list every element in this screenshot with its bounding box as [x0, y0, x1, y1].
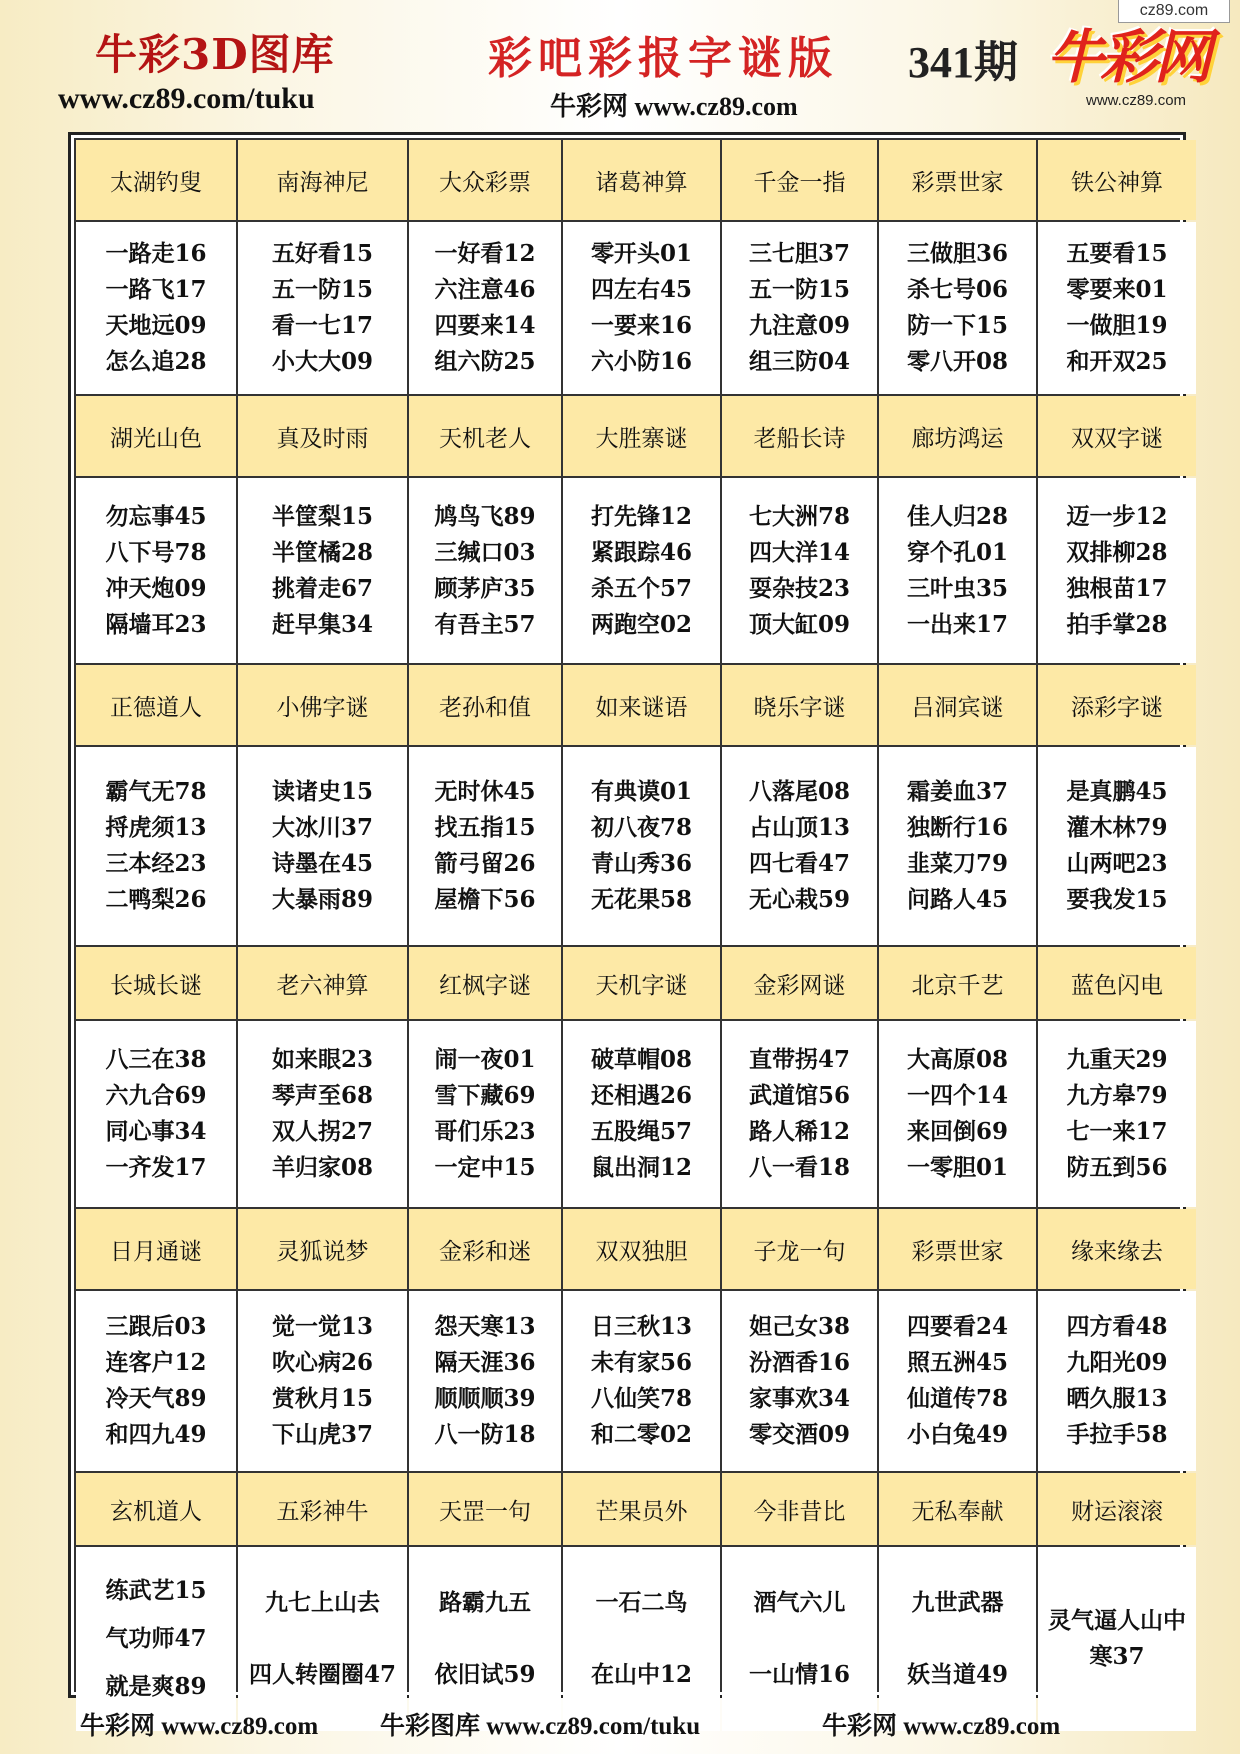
puzzle-line: 三七胆37 — [748, 240, 850, 267]
puzzle-line: 耍杂技23 — [748, 574, 850, 602]
puzzle-line: 无花果58 — [590, 886, 692, 913]
puzzle-cell — [409, 222, 561, 394]
puzzle-line: 半筐梨15 — [271, 502, 373, 530]
puzzle-line: 迈一步12 — [1066, 502, 1168, 530]
puzzle-line: 闹一夜01 — [434, 1046, 536, 1073]
puzzle-line: 九阳光09 — [1066, 1349, 1168, 1376]
site-url[interactable]: 牛彩网 www.cz89.com — [550, 92, 798, 121]
puzzle-line: 青山秀36 — [590, 850, 692, 877]
puzzle-cell — [1038, 222, 1196, 394]
puzzle-line: 顾茅庐35 — [434, 574, 536, 602]
puzzle-line: 觉一觉13 — [271, 1313, 373, 1340]
puzzle-line: 大冰川37 — [271, 814, 373, 841]
puzzle-line: 鸠鸟飞89 — [434, 502, 536, 530]
puzzle-line: 家事欢34 — [748, 1385, 850, 1412]
puzzle-line: 赏秋月15 — [271, 1385, 373, 1412]
puzzle-line: 妖当道49 — [906, 1661, 1008, 1688]
puzzle-cell — [1038, 747, 1196, 945]
column-author-name: 小佛字谜 — [238, 665, 407, 745]
column-author-name: 千金一指 — [722, 140, 877, 220]
puzzle-line: 初八夜78 — [590, 814, 692, 841]
footer-link-left[interactable]: 牛彩网 www.cz89.com — [80, 1713, 319, 1740]
puzzle-line: 有吾主57 — [434, 610, 536, 638]
column-author-name: 添彩字谜 — [1038, 665, 1196, 745]
column-author-name: 湖光山色 — [76, 396, 236, 476]
puzzle-line: 独根苗17 — [1066, 574, 1168, 602]
puzzle-cell — [409, 1021, 561, 1207]
column-author-name: 晓乐字谜 — [722, 665, 877, 745]
puzzle-line: 一好看12 — [434, 240, 536, 267]
puzzle-cell — [563, 1021, 720, 1207]
column-author-name: 天机老人 — [409, 396, 561, 476]
puzzle-line: 五股绳57 — [590, 1118, 692, 1145]
column-author-name: 红枫字谜 — [409, 947, 561, 1019]
puzzle-line: 三本经23 — [105, 850, 207, 877]
site-title: 牛彩3D图库 — [95, 30, 335, 79]
puzzle-line: 三缄口03 — [434, 538, 536, 566]
puzzle-cell — [238, 747, 407, 945]
puzzle-line: 读诸史15 — [271, 778, 373, 805]
puzzle-line: 就是爽89 — [105, 1673, 207, 1700]
puzzle-line: 隔墙耳23 — [105, 610, 207, 638]
puzzle-line: 仙道传78 — [906, 1385, 1008, 1412]
column-author-name: 太湖钓叟 — [76, 140, 236, 220]
puzzle-cell — [238, 478, 407, 663]
puzzle-line: 杀七号06 — [906, 276, 1008, 303]
column-author-name: 长城长谜 — [76, 947, 236, 1019]
column-author-name: 北京千艺 — [879, 947, 1036, 1019]
tuku-url[interactable]: www.cz89.com/tuku — [58, 82, 315, 115]
column-author-name: 铁公神算 — [1038, 140, 1196, 220]
puzzle-line: 怨天寒13 — [434, 1313, 536, 1340]
puzzle-line: 一要来16 — [590, 312, 692, 339]
puzzle-line: 一四个14 — [906, 1082, 1008, 1109]
puzzle-line: 五好看15 — [271, 240, 373, 267]
puzzle-line: 小白兔49 — [906, 1421, 1008, 1448]
puzzle-cell — [563, 747, 720, 945]
puzzle-line: 冷天气89 — [105, 1385, 207, 1412]
puzzle-cell — [76, 1547, 236, 1731]
puzzle-line: 勿忘事45 — [105, 502, 207, 530]
puzzle-line: 打先锋12 — [590, 502, 692, 530]
puzzle-cell — [409, 1547, 561, 1731]
column-author-name: 天机字谜 — [563, 947, 720, 1019]
puzzle-line: 赶早集34 — [271, 610, 373, 638]
puzzle-line: 五一防15 — [271, 276, 373, 303]
puzzle-line: 练武艺15 — [105, 1577, 207, 1604]
edition-title: 彩吧彩报字谜版 — [488, 33, 838, 84]
puzzle-line: 有典谟01 — [590, 778, 692, 805]
puzzle-line: 防一下15 — [906, 312, 1008, 339]
puzzle-cell — [409, 478, 561, 663]
puzzle-line: 独断行16 — [906, 814, 1008, 841]
puzzle-cell — [879, 747, 1036, 945]
puzzle-line: 霜姜血37 — [906, 778, 1008, 805]
puzzle-line: 灌木林79 — [1066, 814, 1168, 841]
puzzle-line: 妲己女38 — [748, 1313, 850, 1340]
puzzle-line: 如来眼23 — [271, 1046, 373, 1073]
puzzle-line: 要我发15 — [1066, 886, 1168, 913]
puzzle-line: 依旧试59 — [434, 1661, 536, 1688]
puzzle-line: 三叶虫35 — [906, 574, 1008, 602]
puzzle-cell — [238, 1291, 407, 1471]
puzzle-cell — [76, 1021, 236, 1207]
puzzle-cell — [722, 478, 877, 663]
puzzle-line: 挑着走67 — [271, 574, 373, 602]
puzzle-line: 在山中12 — [590, 1661, 692, 1688]
puzzle-line: 佳人归28 — [906, 502, 1008, 530]
puzzle-table — [68, 132, 1186, 1698]
puzzle-line: 组六防25 — [434, 348, 536, 375]
puzzle-line: 隔天涯36 — [434, 1349, 536, 1376]
puzzle-line: 大高原08 — [906, 1046, 1008, 1073]
column-author-name: 玄机道人 — [76, 1473, 236, 1545]
puzzle-line: 屋檐下56 — [434, 886, 536, 913]
footer-link-middle[interactable]: 牛彩图库 www.cz89.com/tuku — [380, 1713, 701, 1740]
column-author-name: 今非昔比 — [722, 1473, 877, 1545]
puzzle-line: 日三秋13 — [590, 1313, 692, 1340]
puzzle-line: 零八开08 — [906, 348, 1008, 375]
puzzle-line: 和四九49 — [105, 1421, 207, 1448]
puzzle-line: 六注意46 — [434, 276, 536, 303]
puzzle-line: 零开头01 — [590, 240, 692, 267]
puzzle-cell — [879, 1291, 1036, 1471]
puzzle-line: 是真鹏45 — [1066, 778, 1168, 805]
puzzle-line: 紧跟踪46 — [590, 538, 692, 566]
puzzle-cell — [76, 1291, 236, 1471]
puzzle-line: 一零胆01 — [906, 1154, 1008, 1181]
puzzle-line: 六小防16 — [590, 348, 692, 375]
puzzle-line: 八仙笑78 — [590, 1385, 692, 1412]
puzzle-line: 防五到56 — [1066, 1154, 1168, 1181]
puzzle-cell — [879, 222, 1036, 394]
puzzle-line: 顺顺顺39 — [434, 1385, 536, 1412]
puzzle-line: 八三在38 — [105, 1046, 207, 1073]
puzzle-line: 琴声至68 — [271, 1082, 373, 1109]
puzzle-line: 大暴雨89 — [271, 886, 373, 913]
column-author-name: 财运滚滚 — [1038, 1473, 1196, 1545]
puzzle-line: 破草帽08 — [590, 1046, 692, 1073]
puzzle-line: 来回倒69 — [906, 1118, 1008, 1145]
puzzle-line: 韭菜刀79 — [906, 850, 1008, 877]
puzzle-line: 四左右45 — [590, 276, 692, 303]
puzzle-line: 直带拐47 — [748, 1046, 850, 1073]
puzzle-line: 一石二鸟 — [595, 1589, 688, 1616]
puzzle-line: 寒37 — [1089, 1643, 1145, 1670]
puzzle-line: 穿个孔01 — [906, 538, 1008, 566]
column-author-name: 正德道人 — [76, 665, 236, 745]
puzzle-line: 一路走16 — [105, 240, 207, 267]
puzzle-line: 和开双25 — [1066, 348, 1168, 375]
puzzle-cell — [563, 222, 720, 394]
puzzle-cell — [76, 747, 236, 945]
puzzle-line: 四人转圈圈47 — [248, 1661, 396, 1688]
puzzle-line: 零交酒09 — [748, 1421, 850, 1448]
puzzle-line: 照五洲45 — [906, 1349, 1008, 1376]
column-author-name: 金彩和迷 — [409, 1209, 561, 1289]
puzzle-cell — [409, 747, 561, 945]
footer-link-right[interactable]: 牛彩网 www.cz89.com — [822, 1713, 1061, 1740]
puzzle-cell — [238, 1021, 407, 1207]
puzzle-line: 灵气逼人山中 — [1048, 1607, 1186, 1634]
puzzle-cell — [1038, 1291, 1196, 1471]
column-author-name: 南海神尼 — [238, 140, 407, 220]
column-author-name: 廊坊鸿运 — [879, 396, 1036, 476]
puzzle-line: 霸气无78 — [105, 778, 207, 805]
puzzle-line: 汾酒香16 — [748, 1349, 850, 1376]
column-author-name: 老六神算 — [238, 947, 407, 1019]
puzzle-line: 双人拐27 — [271, 1118, 373, 1145]
column-author-name: 子龙一句 — [722, 1209, 877, 1289]
puzzle-line: 下山虎37 — [271, 1421, 373, 1448]
puzzle-cell — [879, 1021, 1036, 1207]
column-author-name: 双双字谜 — [1038, 396, 1196, 476]
column-author-name: 缘来缘去 — [1038, 1209, 1196, 1289]
puzzle-line: 晒久服13 — [1066, 1385, 1168, 1412]
puzzle-line: 五一防15 — [748, 276, 850, 303]
puzzle-line: 半筐橘28 — [271, 538, 373, 566]
column-author-name: 双双独胆 — [563, 1209, 720, 1289]
puzzle-line: 诗墨在45 — [271, 850, 373, 877]
puzzle-line: 一路飞17 — [105, 276, 207, 303]
logo-text: 牛彩网 — [1046, 23, 1209, 91]
puzzle-line: 四方看48 — [1066, 1313, 1168, 1340]
brand-logo — [1046, 22, 1216, 114]
puzzle-cell — [722, 747, 877, 945]
puzzle-line: 五要看15 — [1066, 240, 1168, 267]
puzzle-cell — [1038, 1547, 1196, 1731]
puzzle-line: 组三防04 — [748, 348, 850, 375]
puzzle-line: 同心事34 — [105, 1118, 207, 1145]
puzzle-cell — [1038, 478, 1196, 663]
column-author-name: 日月通谜 — [76, 1209, 236, 1289]
puzzle-line: 天地远09 — [105, 312, 207, 339]
puzzle-line: 武道馆56 — [748, 1082, 850, 1109]
puzzle-line: 四大洋14 — [748, 538, 850, 566]
puzzle-line: 九七上山去 — [265, 1589, 380, 1616]
column-author-name: 老孙和值 — [409, 665, 561, 745]
puzzle-line: 顶大缸09 — [748, 610, 850, 638]
puzzle-cell — [76, 222, 236, 394]
puzzle-cell — [563, 478, 720, 663]
puzzle-line: 未有家56 — [590, 1349, 692, 1376]
puzzle-cell — [76, 478, 236, 663]
puzzle-line: 九世武器 — [911, 1589, 1004, 1616]
column-author-name: 老船长诗 — [722, 396, 877, 476]
column-author-name: 彩票世家 — [879, 140, 1036, 220]
puzzle-line: 山两吧23 — [1066, 850, 1168, 877]
puzzle-line: 吹心病26 — [271, 1349, 373, 1376]
column-author-name: 灵狐说梦 — [238, 1209, 407, 1289]
puzzle-cell — [563, 1547, 720, 1731]
top-right-url[interactable]: cz89.com — [1118, 0, 1230, 23]
puzzle-line: 怎么追28 — [105, 348, 207, 375]
puzzle-line: 八下号78 — [105, 538, 207, 566]
puzzle-line: 杀五个57 — [590, 574, 692, 602]
puzzle-line: 路人稀12 — [748, 1118, 850, 1145]
column-author-name: 五彩神牛 — [238, 1473, 407, 1545]
puzzle-line: 气功师47 — [105, 1625, 207, 1652]
puzzle-line: 九注意09 — [748, 312, 850, 339]
puzzle-cell — [722, 1547, 877, 1731]
puzzle-line: 占山顶13 — [748, 814, 850, 841]
puzzle-line: 一齐发17 — [105, 1154, 207, 1181]
puzzle-line: 七大洲78 — [748, 502, 850, 530]
column-author-name: 吕洞宾谜 — [879, 665, 1036, 745]
puzzle-line: 无时休45 — [434, 778, 536, 805]
puzzle-line: 一出来17 — [906, 610, 1008, 638]
puzzle-line: 雪下藏69 — [434, 1082, 536, 1109]
puzzle-line: 八一看18 — [748, 1154, 850, 1181]
puzzle-line: 找五指15 — [434, 814, 536, 841]
puzzle-line: 八落尾08 — [748, 778, 850, 805]
puzzle-line: 九方皋79 — [1066, 1082, 1168, 1109]
puzzle-cell — [238, 1547, 407, 1731]
puzzle-line: 羊归家08 — [271, 1154, 373, 1181]
puzzle-line: 冲天炮09 — [105, 574, 207, 602]
puzzle-grid — [74, 138, 1186, 1700]
puzzle-line: 小大大09 — [271, 348, 373, 375]
puzzle-line: 四要看24 — [906, 1313, 1008, 1340]
puzzle-line: 和二零02 — [590, 1421, 692, 1448]
puzzle-line: 七一来17 — [1066, 1118, 1168, 1145]
column-author-name: 如来谜语 — [563, 665, 720, 745]
puzzle-line: 问路人45 — [906, 886, 1008, 913]
puzzle-cell — [722, 1291, 877, 1471]
column-author-name: 无私奉献 — [879, 1473, 1036, 1545]
puzzle-line: 三跟后03 — [105, 1313, 207, 1340]
puzzle-cell — [409, 1291, 561, 1471]
puzzle-line: 二鸭梨26 — [105, 886, 207, 913]
puzzle-line: 四七看47 — [748, 850, 850, 877]
logo-url: www.cz89.com — [1086, 92, 1187, 109]
issue-number: 341期 — [908, 38, 1018, 87]
puzzle-cell — [563, 1291, 720, 1471]
puzzle-line: 一定中15 — [434, 1154, 536, 1181]
puzzle-line: 一山情16 — [748, 1661, 850, 1688]
puzzle-line: 零要来01 — [1066, 276, 1168, 303]
puzzle-line: 捋虎须13 — [105, 814, 207, 841]
puzzle-line: 九重天29 — [1066, 1046, 1168, 1073]
column-author-name: 彩票世家 — [879, 1209, 1036, 1289]
column-author-name: 蓝色闪电 — [1038, 947, 1196, 1019]
puzzle-line: 八一防18 — [434, 1421, 536, 1448]
puzzle-line: 看一七17 — [271, 312, 373, 339]
puzzle-cell — [238, 222, 407, 394]
puzzle-line: 路霸九五 — [439, 1589, 531, 1616]
puzzle-cell — [722, 222, 877, 394]
puzzle-line: 还相遇26 — [590, 1082, 692, 1109]
puzzle-line: 双排柳28 — [1066, 538, 1168, 566]
puzzle-line: 三做胆36 — [906, 240, 1008, 267]
puzzle-line: 箭弓留26 — [434, 850, 536, 877]
puzzle-line: 四要来14 — [434, 312, 536, 339]
puzzle-line: 无心栽59 — [748, 886, 850, 913]
column-author-name: 诸葛神算 — [563, 140, 720, 220]
puzzle-cell — [879, 1547, 1036, 1731]
puzzle-line: 手拉手58 — [1066, 1421, 1168, 1448]
puzzle-line: 哥们乐23 — [434, 1118, 536, 1145]
puzzle-line: 酒气六儿 — [753, 1589, 846, 1616]
puzzle-cell — [1038, 1021, 1196, 1207]
column-author-name: 大众彩票 — [409, 140, 561, 220]
puzzle-line: 拍手掌28 — [1066, 610, 1168, 638]
column-author-name: 真及时雨 — [238, 396, 407, 476]
puzzle-cell — [722, 1021, 877, 1207]
column-author-name: 天罡一句 — [409, 1473, 561, 1545]
puzzle-line: 两跑空02 — [590, 610, 692, 638]
puzzle-line: 鼠出洞12 — [590, 1154, 692, 1181]
puzzle-cell — [879, 478, 1036, 663]
column-author-name: 芒果员外 — [563, 1473, 720, 1545]
puzzle-line: 六九合69 — [105, 1082, 207, 1109]
column-author-name: 金彩网谜 — [722, 947, 877, 1019]
column-author-name: 大胜寨谜 — [563, 396, 720, 476]
puzzle-line: 连客户12 — [105, 1349, 207, 1376]
puzzle-line: 一做胆19 — [1066, 312, 1168, 339]
